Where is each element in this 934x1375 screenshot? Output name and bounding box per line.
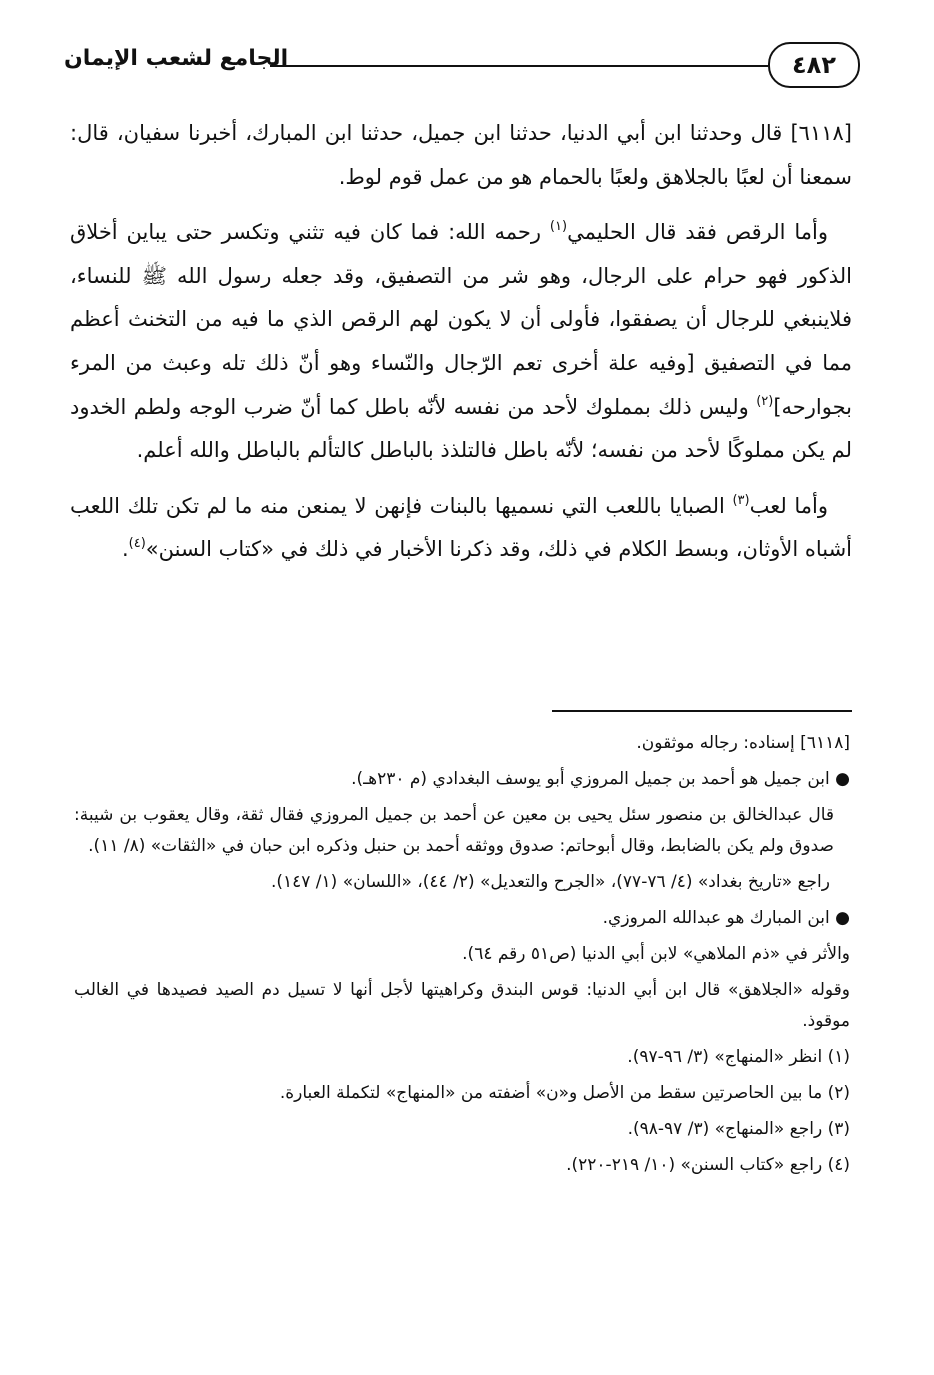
footnote-1: (١) انظر «المنهاج» (٣/ ٩٦-٩٧). — [627, 1047, 850, 1067]
page-header — [60, 36, 860, 100]
note-athar: والأثر في «ذم الملاهي» لابن أبي الدنيا (ص٥١ رقم ٦٤). — [462, 944, 850, 964]
footnote-2: (٢) ما بين الحاصرتين سقط من الأصل و«ن» أضفته من «المنهاج» لتكملة العبارة. — [279, 1083, 850, 1103]
footnote-4: (٤) راجع «كتاب السنن» (١٠/ ٢١٩-٢٢٠). — [566, 1155, 850, 1175]
footnote-separator — [552, 710, 852, 712]
footnote-3: (٣) راجع «المنهاج» (٣/ ٩٧-٩٨). — [627, 1119, 850, 1139]
footnote-marker-1[interactable]: (١) — [549, 219, 568, 235]
paragraph-dance-text-3: وليس ذلك بمملوك لأحد من نفسه لأنّه باطل كما أنّ ضرب الوجه ولطم الخدود لم يكن مملوكًا لأحد من نفسه؛ لأنّه باطل فالتلذذ بالباطل كالتألم بالباطل والله أعلم. — [70, 394, 852, 463]
note-ibn-mubarak: ● ابن المبارك هو عبدالله المروزي. — [602, 908, 850, 928]
header-rule — [270, 65, 768, 67]
paragraph-dolls-text-3: . — [121, 537, 129, 562]
book-title: الجامع لشعب الإيمان — [64, 46, 289, 71]
paragraph-dolls-text-2: الصبايا باللعب التي نسميها بالبنات فإنهن لا يمنعن منه ما لم تكن تلك اللعب أشباه الأوثان، وبسط الكلام في ذلك، وقد ذكرنا الأخبار في ذلك في «كتاب السنن» — [70, 493, 852, 562]
note-references: راجع «تاريخ بغداد» (٤/ ٧٦-٧٧)، «الجرح والتعديل» (٢/ ٤٤)، «اللسان» (١/ ١٤٧). — [270, 872, 830, 892]
footnote-marker-2[interactable]: (٢) — [756, 393, 774, 409]
footnote-marker-3[interactable]: (٣) — [732, 492, 750, 508]
note-isnad: [٦١١٨] إسناده: رجاله موثقون. — [636, 733, 850, 753]
paragraph-dolls — [70, 485, 852, 572]
paragraph-dance — [70, 211, 852, 473]
note-jalahiq: وقوله «الجلاهق» قال ابن أبي الدنيا: قوس البندق وكراهيتها لأجل أنها لا تسيل دم الصيد فصيدها في الغالب موقوذ. — [74, 980, 850, 1031]
paragraph-narration-text: [٦١١٨] قال وحدثنا ابن أبي الدنيا، حدثنا ابن جميل، حدثنا ابن المبارك، أخبرنا سفيان، قال: سمعنا أن لعبًا بالجلاهق ولعبًا بالحمام هو من عمل قوم لوط. — [70, 121, 852, 189]
paragraph-narration — [70, 112, 852, 199]
note-ibn-jamil: ● ابن جميل هو أحمد بن جميل المروزي أبو يوسف البغدادي (م ٢٣٠هـ). — [351, 769, 850, 789]
main-text — [70, 112, 852, 584]
paragraph-dolls-text-1: وأما لعب — [749, 493, 828, 518]
footnote-marker-4[interactable]: (٤) — [128, 536, 146, 552]
notes-section — [74, 728, 850, 1186]
page-number: ٤٨٢ — [768, 42, 860, 88]
paragraph-dance-text-2: رحمه الله: فما كان فيه تثني وتكسر حتى يباين أخلاق الذكور فهو حرام على الرجال، وهو شر من التصفيق، وقد جعله رسول الله ﷺ للنساء، فلاينبغي للرجال أن يصفقوا، فأولى أن لا يكون لهم الرقص الذي ما فيه من التخنث أعظم مما في التصفيق [وفيه علة أخرى تعم الرّجال والنّساء وهو أنّ ذلك تله وعبث من المرء بجوارحه] — [70, 220, 852, 419]
paragraph-dance-text-1: وأما الرقص فقد قال الحليمي — [567, 220, 828, 245]
note-ibn-jamil-detail: قال عبدالخالق بن منصور سئل يحيى بن معين عن أحمد بن جميل المروزي فقال ثقة، وقال يعقوب بن شيبة: صدوق ولم يكن بالضابط، وقال أبوحاتم: صدوق ووثقه أحمد بن حنبل وذكره ابن حبان في «الثقات» (٨/ ١١). — [74, 805, 834, 856]
